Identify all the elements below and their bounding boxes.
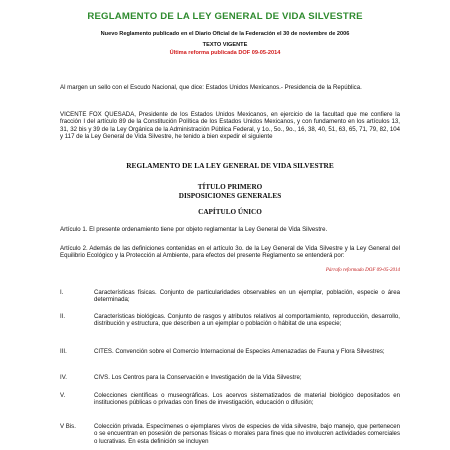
titulo-heading: TÍTULO PRIMERO [197, 183, 263, 191]
preamble-paragraph-1: Al margen un sello con el Escudo Nacional, que dice: Estados Unidos Mexicanos.- Presidencia de la República. [60, 84, 362, 91]
disposiciones-heading: DISPOSICIONES GENERALES [178, 192, 282, 200]
definition-number: V. [60, 392, 66, 399]
definition-text: CIVS. Los Centros para la Conservación e Investigación de la Vida Silvestre; [94, 374, 302, 381]
definition-number: V Bis. [60, 423, 76, 430]
document-title: REGLAMENTO DE LA LEY GENERAL DE VIDA SILVESTRE [87, 11, 363, 22]
definition-text: Colecciones científicas o museográficas. Los acervos sistematizados de material biológico depositados en instituciones públicas o privadas con fines de investigación, educación o difusión; [94, 392, 400, 407]
definition-number: II. [60, 313, 66, 320]
reform-note: Párrafo reformado DOF 09-05-2014 [325, 268, 400, 273]
regulation-heading: REGLAMENTO DE LA LEY GENERAL DE VIDA SILVESTRE [126, 161, 334, 170]
definition-number: IV. [60, 374, 67, 381]
article-2: Artículo 2. Además de las definiciones contenidas en el artículo 3o. de la Ley General de Vida Silvestre y la Ley General del Equilibrio Ecológico y la Protección al Ambiente, para efectos del presente Reglamento se entenderá por: [60, 245, 400, 260]
ultima-reforma-label: Última reforma publicada DOF 09-05-2014 [169, 50, 281, 56]
definition-number: I. [60, 289, 64, 296]
definition-text: Características biológicas. Conjunto de rasgos y atributos relativos al comportamiento, reproducción, desarrollo, distribución y estructura, que describen a un ejemplar o población o hábitat de una especie; [94, 313, 400, 328]
definition-text: Características físicas. Conjunto de particularidades observables en un ejemplar, población, especie o área determinada; [94, 289, 400, 304]
article-1: Artículo 1. El presente ordenamiento tiene por objeto reglamentar la Ley General de Vida Silvestre. [60, 226, 328, 233]
texto-vigente-label: TEXTO VIGENTE [202, 42, 248, 48]
definition-text: CITES. Convención sobre el Comercio Internacional de Especies Amenazadas de Fauna y Flora Silvestres; [94, 348, 385, 355]
publication-note: Nuevo Reglamento publicado en el Diario Oficial de la Federación el 30 de noviembre de 2006 [100, 31, 350, 37]
definition-number: III. [60, 348, 67, 355]
definition-text: Colección privada. Especímenes o ejemplares vivos de especies de vida silvestre, bajo manejo, que pertenecen o se encuentran en posesión de personas físicas o morales para fines que no involucren actividades comerciales o lucrativas. En esta definición se incluyen [94, 423, 400, 445]
preamble-paragraph-2: VICENTE FOX QUESADA, Presidente de los Estados Unidos Mexicanos, en ejercicio de la facultad que me confiere la fracción I del artículo 89 de la Constitución Política de los Estados Unidos Mexicanos, y con fundamento en los artículos 13, 31, 32 bis y 39 de la Ley Orgánica de la Administración Pública Federal, y 1o., 5o., 9o., 16, 38, 40, 51, 63, 65, 71, 79, 82, 104 y 117 de la Ley General de Vida Silvestre, he tenido a bien expedir el siguiente [60, 111, 400, 141]
capitulo-heading: CAPÍTULO ÚNICO [198, 208, 262, 216]
